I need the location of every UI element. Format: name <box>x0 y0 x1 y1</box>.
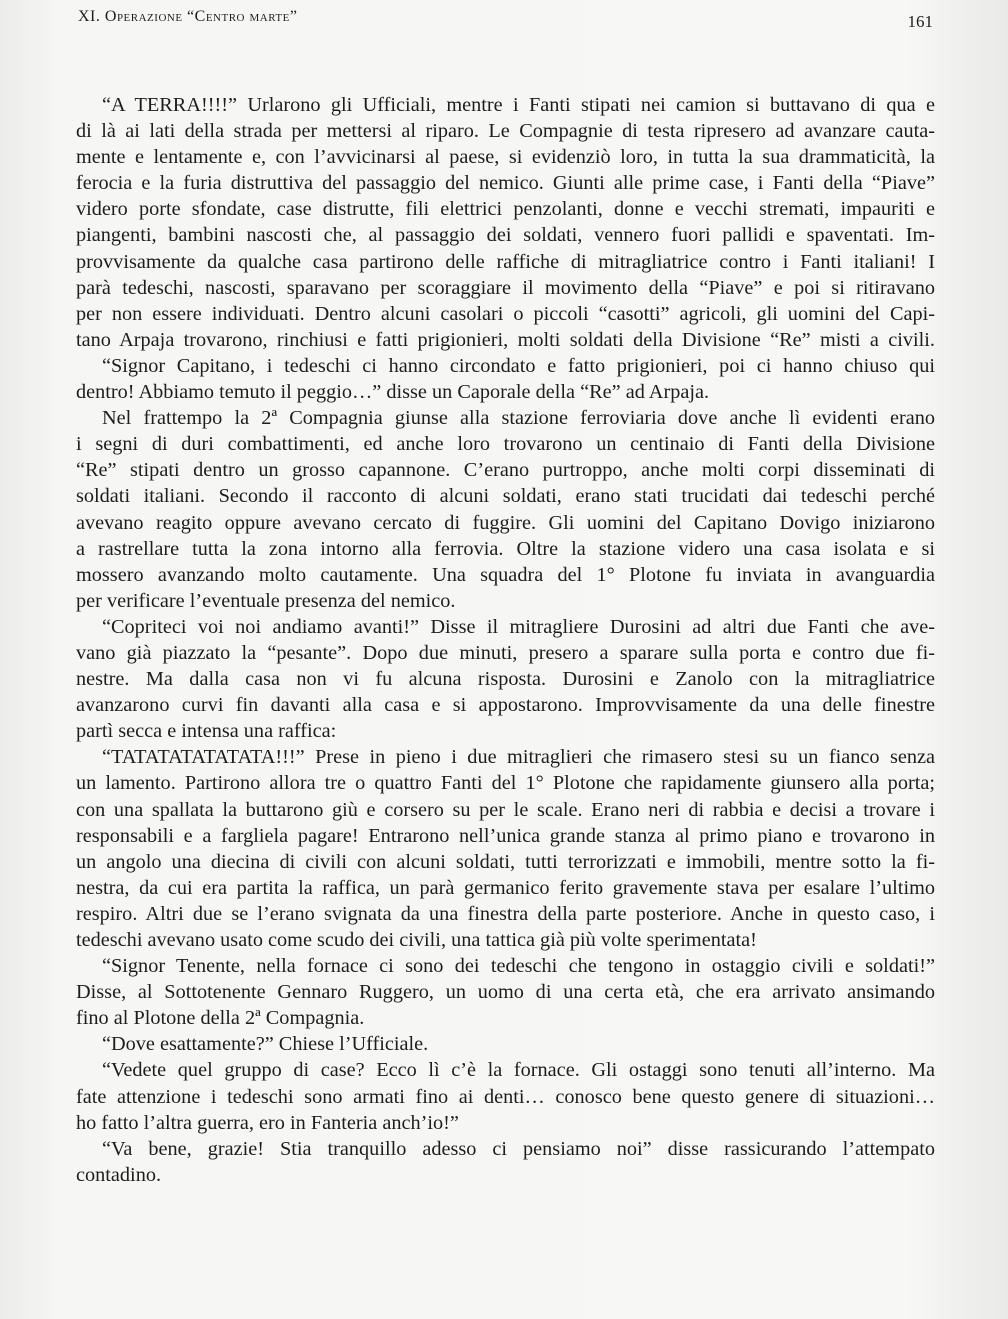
text-line: per non essere individuati. Dentro alcuni casolari o piccoli “casotti” agricoli, gli uomini del Capi- <box>76 302 935 325</box>
text-line: “Vedete quel gruppo di case? Ecco lì c’è la fornace. Gli ostaggi sono tenuti all’interno. Ma <box>102 1059 935 1082</box>
running-head: XI. Operazione “Centro marte” <box>78 8 298 25</box>
text-line: “Signor Capitano, i tedeschi ci hanno circondato e fatto prigionieri, poi ci hanno chiuso qui <box>102 354 935 377</box>
text-line: di là ai lati della strada per mettersi al riparo. Le Compagnie di testa ripresero ad avanzare cauta- <box>76 120 935 143</box>
text-line: “TATATATATATATA!!!” Prese in pieno i due mitraglieri che rimasero stesi su un fianco senza <box>102 746 935 769</box>
text-line: nestra, da cui era partita la raffica, un parà germanico ferito gravemente stava per esalare l’ultimo <box>76 876 935 899</box>
text-line: Nel frattempo la 2ª Compagnia giunse alla stazione ferroviaria dove anche lì evidenti erano <box>102 407 935 430</box>
text-line: tano Arpaja trovarono, rinchiusi e fatti prigionieri, molti soldati della Divisione “Re” misti a civili. <box>76 328 935 351</box>
text-line: “Dove esattamente?” Chiese l’Ufficiale. <box>102 1033 429 1056</box>
text-line: a rastrellare tutta la zona intorno alla ferrovia. Oltre la stazione videro una casa isolata e si <box>76 537 935 560</box>
body-text <box>76 92 935 1188</box>
text-line: partì secca e intensa una raffica: <box>76 720 337 743</box>
text-line: soldati italiani. Secondo il racconto di alcuni soldati, erano stati trucidati dai tedeschi perché <box>76 485 935 508</box>
text-line: “A TERRA!!!!” Urlarono gli Ufficiali, mentre i Fanti stipati nei camion si buttavano di qua e <box>102 94 935 116</box>
text-line: i segni di duri combattimenti, ed anche loro trovarono un centinaio di Fanti della Divisione <box>76 433 935 456</box>
page-number: 161 <box>907 12 933 31</box>
text-line: dentro! Abbiamo temuto il peggio…” disse un Caporale della “Re” ad Arpaja. <box>76 381 710 404</box>
text-line: nestre. Ma dalla casa non vi fu alcuna risposta. Durosini e Zanolo con la mitragliatrice <box>76 668 935 691</box>
text-line: videro porte sfondate, case distrutte, fili elettrici penzolanti, donne e vecchi stremati, impauriti e <box>76 198 935 221</box>
text-line: mossero avanzando molto cautamente. Una squadra del 1° Plotone fu inviata in avanguardia <box>76 563 935 586</box>
text-line: vano già piazzato la “pesante”. Dopo due minuti, presero a sparare sulla porta e contro due fi- <box>76 641 935 664</box>
text-line: Disse, al Sottotenente Gennaro Ruggero, un uomo di una certa età, che era arrivato ansimando <box>76 981 935 1004</box>
text-line: “Copriteci voi noi andiamo avanti!” Disse il mitragliere Durosini ad altri due Fanti che ave- <box>102 615 935 638</box>
text-line: fate attenzione i tedeschi sono armati fino ai denti… conosco bene questo genere di situazioni… <box>76 1085 935 1108</box>
text-line: avevano reagito oppure avevano cercato di fuggire. Gli uomini del Capitano Dovigo iniziarono <box>76 511 935 534</box>
text-line: parà tedeschi, nascosti, sparavano per scoraggiare il movimento della “Piave” e poi si ritiravano <box>76 276 935 299</box>
text-line: responsabili e a fargliela pagare! Entrarono nell’unica grande stanza al primo piano e trovarono in <box>76 824 935 847</box>
text-line: fino al Plotone della 2ª Compagnia. <box>76 1007 365 1030</box>
text-line: respiro. Altri due se l’erano svignata da una finestra della parte posteriore. Anche in questo caso, i <box>76 902 935 925</box>
text-line: provvisamente da qualche casa partirono delle raffiche di mitragliatrice contro i Fanti italiani! I <box>76 250 935 273</box>
text-line: per verificare l’eventuale presenza del nemico. <box>76 589 456 612</box>
text-line: “Va bene, grazie! Stia tranquillo adesso ci pensiamo noi” disse rassicurando l’attempato <box>102 1137 935 1160</box>
text-line: tedeschi avevano usato come scudo dei civili, una tattica già più volte sperimentata! <box>76 929 757 951</box>
text-line: ferocia e la furia distruttiva del passaggio del nemico. Giunti alle prime case, i Fanti della “Piave” <box>76 172 935 195</box>
text-line: “Signor Tenente, nella fornace ci sono dei tedeschi che tengono in ostaggio civili e soldati!” <box>102 955 935 978</box>
text-line: ho fatto l’altra guerra, ero in Fanteria anch’io!” <box>76 1111 459 1134</box>
text-line: contadino. <box>76 1163 162 1186</box>
text-line: un lamento. Partirono allora tre o quattro Fanti del 1° Plotone che rapidamente giunsero alla porta; <box>76 772 935 795</box>
text-line: mente e lentamente e, con l’avvicinarsi al paese, si evidenziò loro, in tutta la sua drammaticità, la <box>76 146 935 169</box>
text-line: con una spallata la buttarono giù e corsero su per le scale. Erano neri di rabbia e decisi a trovare i <box>76 798 935 821</box>
text-line: avanzarono curvi fin davanti alla casa e si appostarono. Improvvisamente da una delle finestre <box>76 694 935 717</box>
text-line: un angolo una diecina di civili con alcuni soldati, tutti terrorizzati e immobili, mentre sotto la fi- <box>76 850 935 873</box>
text-line: piangenti, bambini nascosti che, al passaggio dei soldati, vennero fuori pallidi e spaventati. Im- <box>76 224 935 247</box>
text-line: “Re” stipati dentro un grosso capannone. C’erano purtroppo, anche molti corpi disseminati di <box>76 459 935 482</box>
